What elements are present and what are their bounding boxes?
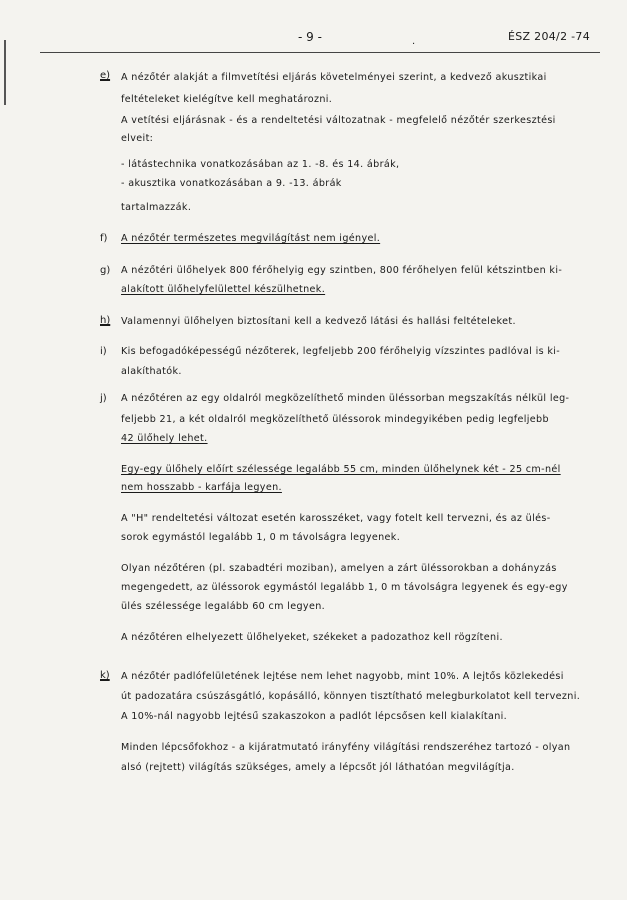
section-i-line: Kis befogadóképességű nézőterek, legfeljebb 200 férőhelyig vízszintes padlóval is ki-	[121, 346, 561, 357]
section-e-line: - akusztika vonatkozásában a 9. -13. ábrák	[121, 178, 342, 189]
section-i-line: alakíthatók.	[121, 366, 182, 377]
section-j-line: sorok egymástól legalább 1, 0 m távolságra legyenek.	[121, 532, 401, 543]
section-label-e: e)	[100, 70, 111, 81]
section-e-line: A nézőtér alakját a filmvetítési eljárás követelményei szerint, a kedvező akusztikai	[121, 72, 547, 83]
section-k-line: út padozatára csúszásgátló, kopásálló, könnyen tisztítható melegburkolatot kell tervezni.	[121, 691, 581, 702]
header-dot: .	[412, 36, 416, 47]
section-e-line: A vetítési eljárásnak - és a rendeltetési változatnak - megfelelő nézőtér szerkesztési	[121, 115, 556, 126]
section-j-line: A nézőtéren elhelyezett ülőhelyeket, székeket a padozathoz kell rögzíteni.	[121, 632, 503, 643]
section-k-line: alsó (rejtett) világítás szükséges, amely a lépcsőt jól láthatóan megvilágítja.	[121, 762, 515, 773]
section-k-line: A 10%-nál nagyobb lejtésű szakaszokon a padlót lépcsősen kell kialakítani.	[121, 711, 508, 722]
section-j-line: Egy-egy ülőhely előírt szélessége legalább 55 cm, minden ülőhelynek két - 25 cm-nél	[121, 464, 561, 475]
section-j-line: A "H" rendeltetési változat esetén karosszéket, vagy fotelt kell tervezni, és az ülés-	[121, 513, 551, 524]
section-j-line: A nézőtéren az egy oldalról megközelíthető minden üléssorban megszakítás nélkül leg-	[121, 393, 570, 404]
document-id: ÉSZ 204/2 -74	[508, 30, 591, 43]
section-j-line: megengedett, az üléssorok egymástól legalább 1, 0 m távolságra legyenek és egy-egy	[121, 582, 568, 593]
section-label-f: f)	[100, 233, 108, 244]
section-j-line: feljebb 21, a két oldalról megközelíthető üléssorok mindegyikében pedig legfeljebb	[121, 414, 549, 425]
section-j-line: nem hosszabb - karfája legyen.	[121, 482, 282, 493]
section-label-g: g)	[100, 265, 111, 276]
section-j-line: ülés szélessége legalább 60 cm legyen.	[121, 601, 326, 612]
section-j-line: 42 ülőhely lehet.	[121, 433, 208, 444]
section-f-line: A nézőtér természetes megvilágítást nem igényel.	[121, 233, 381, 244]
section-e-line: feltételeket kielégítve kell meghatározni.	[121, 94, 333, 105]
section-k-line: Minden lépcsőfokhoz - a kijáratmutató irányfény világítási rendszeréhez tartozó - olyan	[121, 742, 571, 753]
section-h-line: Valamennyi ülőhelyen biztosítani kell a kedvező látási és hallási feltételeket.	[121, 316, 516, 327]
section-g-line: alakított ülőhelyfelülettel készülhetnek.	[121, 284, 326, 295]
section-j-line: Olyan nézőtéren (pl. szabadtéri moziban), amelyen a zárt üléssorokban a dohányzás	[121, 563, 557, 574]
section-g-line: A nézőtéri ülőhelyek 800 férőhelyig egy szintben, 800 férőhelyen felül kétszintben ki-	[121, 265, 563, 276]
section-e-line: - látástechnika vonatkozásában az 1. -8. és 14. ábrák,	[121, 159, 400, 170]
binding-margin-line	[4, 40, 6, 105]
page-number: - 9 -	[298, 30, 322, 44]
section-label-k: k)	[100, 670, 110, 681]
section-label-h: h)	[100, 315, 111, 326]
section-e-line: elveit:	[121, 133, 154, 144]
section-k-line: A nézőtér padlófelületének lejtése nem lehet nagyobb, mint 10%. A lejtős közlekedési	[121, 671, 564, 682]
section-label-i: i)	[100, 346, 107, 357]
header-rule	[40, 52, 600, 53]
section-label-j: j)	[100, 393, 107, 404]
section-e-line: tartalmazzák.	[121, 202, 192, 213]
